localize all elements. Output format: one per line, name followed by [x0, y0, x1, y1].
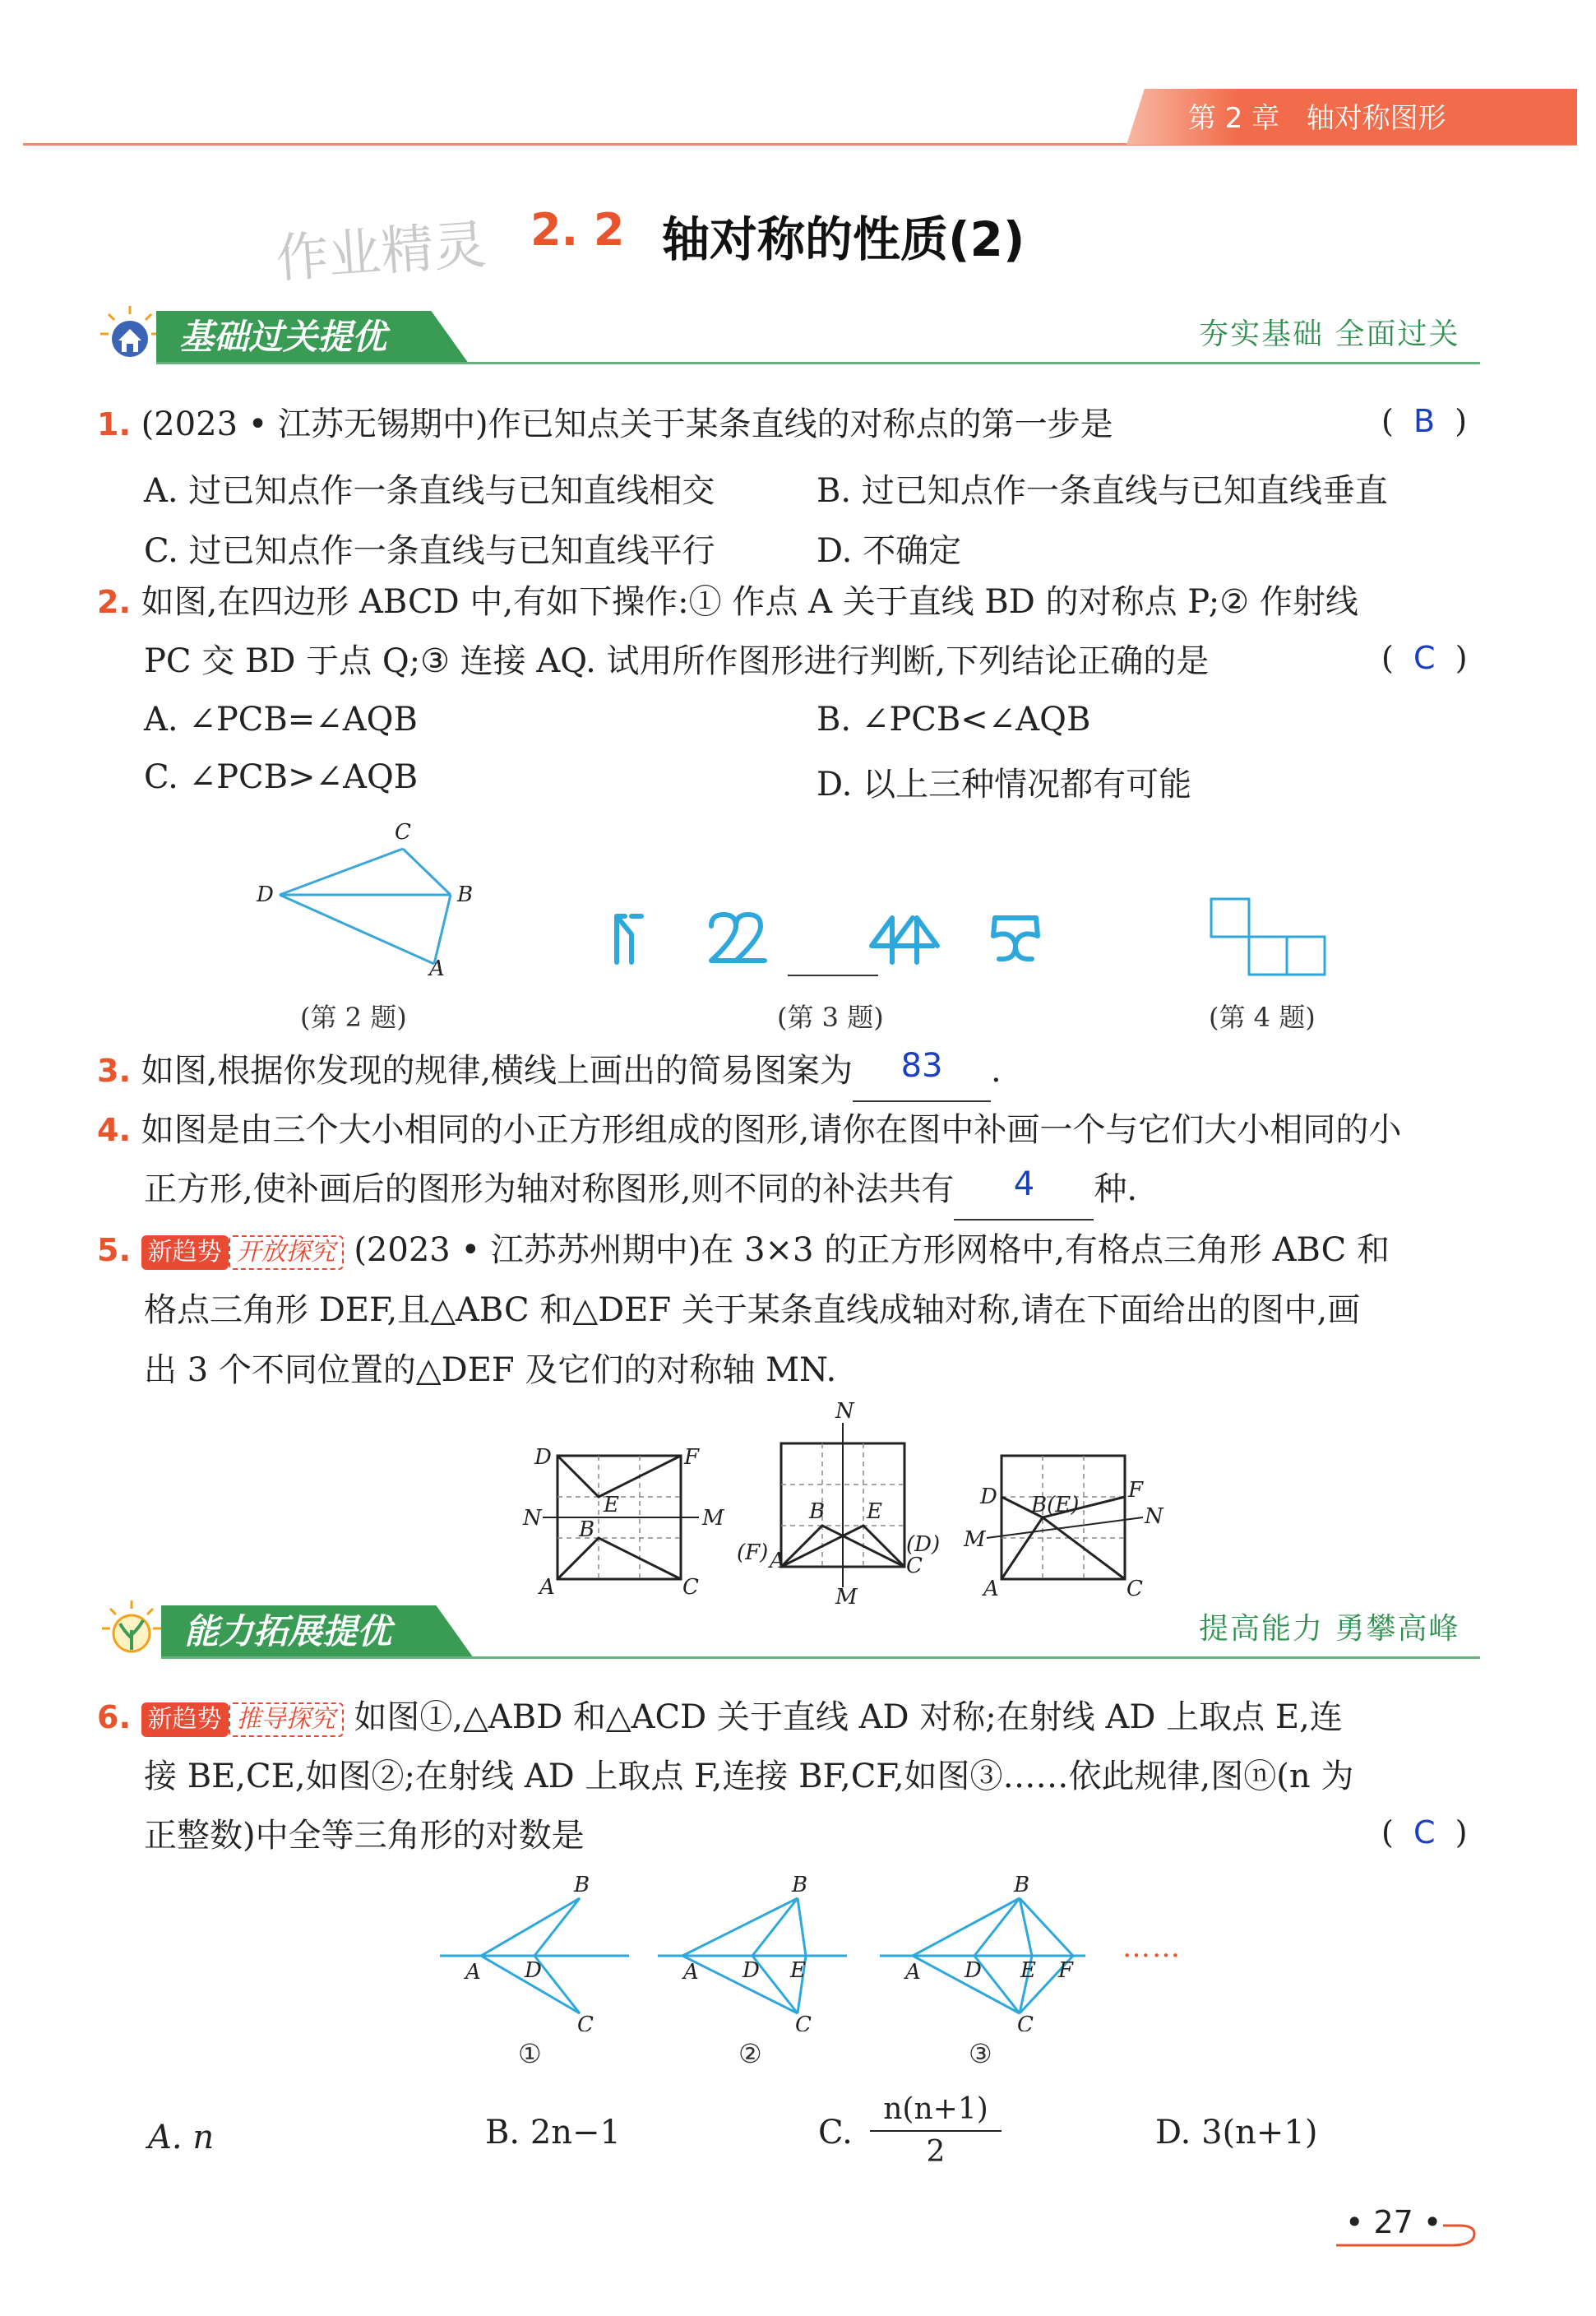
- q2-figure: [247, 814, 493, 979]
- q1-stem: 1. (2023 • 江苏无锡期中)作已知点关于某条直线的对称点的第一步是: [97, 405, 1113, 443]
- svg-text:E: E: [604, 1493, 619, 1517]
- q1-answer-paren: ( B ): [1381, 403, 1468, 439]
- q4-stem-line2: 正方形,使补画后的图形为轴对称图形,则不同的补法共有 4 种.: [144, 1160, 1137, 1221]
- svg-text:N: N: [1145, 1504, 1163, 1529]
- svg-text:E: E: [790, 1958, 806, 1983]
- q5-stem-line1: 5. 新趋势 开放探究 (2023 • 江苏苏州期中)在 3×3 的正方形网格中,有格点三角形 ABC 和: [97, 1231, 1390, 1269]
- section2-label: 能力拓展提优: [184, 1611, 392, 1651]
- q5-type-tag: 开放探究: [229, 1235, 344, 1270]
- section1-slogan: 夯实基础 全面过关: [1199, 317, 1460, 351]
- svg-text:D: D: [742, 1958, 760, 1983]
- q6-trend-tag: 新趋势: [141, 1702, 229, 1737]
- q6-figure-2: [654, 1867, 851, 2031]
- q2-label-c: C: [395, 820, 411, 845]
- svg-text:M: M: [964, 1527, 986, 1552]
- q5-stem-line2: 格点三角形 DEF,且△ABC 和△DEF 关于某条直线成轴对称,请在下面给出的图中,画: [144, 1291, 1361, 1329]
- q6-option-c-fraction: n(n+1) 2: [870, 2089, 1002, 2173]
- q2-stem-line1: 2. 如图,在四边形 ABCD 中,有如下操作:① 作点 A 关于直线 BD 的对称点 P;② 作射线: [97, 583, 1358, 621]
- q2-label-a: A: [429, 957, 445, 979]
- svg-text:B: B: [574, 1873, 590, 1897]
- svg-text:(F): (F): [737, 1540, 769, 1565]
- svg-text:A: A: [683, 1960, 699, 1985]
- section1-rule: [156, 362, 1480, 364]
- svg-text:N: N: [835, 1399, 854, 1424]
- svg-text:B: B: [579, 1517, 595, 1542]
- svg-text:C: C: [795, 2013, 812, 2031]
- section-bulb-icon: [97, 303, 163, 368]
- svg-text:F: F: [1058, 1958, 1074, 1983]
- q2-option-d: D. 以上三种情况都有可能: [817, 766, 1192, 804]
- svg-text:A: A: [905, 1960, 921, 1985]
- section2-slogan: 提高能力 勇攀高峰: [1199, 1612, 1460, 1646]
- svg-text:F: F: [684, 1445, 700, 1470]
- chapter-label: 第 2 章 轴对称图形: [1188, 102, 1446, 135]
- svg-text:C: C: [906, 1554, 923, 1578]
- q1-option-d: D. 不确定: [817, 532, 962, 570]
- page-number: • 27 •: [1345, 2204, 1442, 2240]
- q2-answer-paren: ( C ): [1381, 640, 1468, 676]
- svg-text:E: E: [1020, 1958, 1036, 1983]
- svg-text:M: M: [835, 1585, 858, 1604]
- svg-text:B: B: [792, 1873, 808, 1897]
- q6-stem-line3: 正整数)中全等三角形的对数是: [144, 1817, 585, 1855]
- svg-text:C: C: [577, 2013, 594, 2031]
- q4-answer: 4: [1013, 1165, 1035, 1203]
- q2-stem-line2: PC 交 BD 于点 Q;③ 连接 AQ. 试用所作图形进行判断,下列结论正确的是: [144, 642, 1210, 680]
- q6-option-d: D. 3(n+1): [1155, 2114, 1318, 2152]
- q1-option-a: A. 过已知点作一条直线与已知直线相交: [144, 472, 715, 510]
- q2-answer: C: [1413, 640, 1436, 676]
- svg-text:E: E: [867, 1499, 882, 1524]
- q5-stem-line3: 出 3 个不同位置的△DEF 及它们的对称轴 MN.: [144, 1351, 837, 1389]
- q3-stem: 3. 如图,根据你发现的规律,横线上画出的简易图案为 83 .: [97, 1041, 1002, 1102]
- svg-text:D: D: [525, 1958, 542, 1983]
- svg-text:D: D: [534, 1445, 552, 1470]
- q6-stem-line2: 接 BE,CE,如图②;在射线 AD 上取点 F,连接 BF,CF,如图③……依此规律,图ⓝ(n 为: [144, 1758, 1354, 1795]
- svg-text:C: C: [1017, 2013, 1034, 2031]
- section2-bulb-icon: [99, 1597, 164, 1663]
- q6-figure-1: [436, 1867, 633, 2031]
- q6-answer: C: [1413, 1814, 1436, 1850]
- q3-figure: [600, 905, 1094, 987]
- q5-trend-tag: 新趋势: [141, 1235, 229, 1270]
- q3-answer: 83: [900, 1047, 943, 1085]
- svg-text:A: A: [465, 1960, 481, 1985]
- page-title: 轴对称的性质(2): [662, 211, 1025, 267]
- q6-continuation-dots: ……: [1122, 1931, 1182, 1964]
- page-number-swoosh-icon: [1328, 2212, 1484, 2253]
- q2-label-b: B: [457, 882, 474, 907]
- q6-stem-line1: 6. 新趋势 推导探究 如图①,△ABD 和△ACD 关于直线 AD 对称;在射线 AD 上取点 E,连: [97, 1698, 1343, 1736]
- q6-option-a: A. n: [148, 2119, 215, 2156]
- q6-fig2-caption: ②: [738, 2038, 762, 2069]
- q2-caption: (第 2 题): [300, 1002, 407, 1033]
- svg-text:A: A: [770, 1549, 785, 1573]
- svg-text:A: A: [539, 1575, 555, 1600]
- q4-figure: [1209, 896, 1332, 979]
- svg-text:C: C: [682, 1575, 699, 1600]
- section1-label: 基础过关提优: [179, 317, 387, 357]
- q5-figure-1: [518, 1439, 732, 1604]
- svg-text:B(E): B(E): [1031, 1493, 1080, 1517]
- q5-figure-3: [962, 1439, 1176, 1604]
- svg-text:D: D: [965, 1958, 982, 1983]
- svg-text:C: C: [1126, 1577, 1143, 1601]
- q3-caption: (第 3 题): [777, 1002, 884, 1033]
- q4-stem-line1: 4. 如图是由三个大小相同的小正方形组成的图形,请你在图中补画一个与它们大小相同的小: [97, 1111, 1402, 1149]
- q2-option-b: B. ∠PCB<∠AQB: [817, 701, 1091, 739]
- svg-text:D: D: [980, 1485, 997, 1509]
- q6-fig3-caption: ③: [969, 2038, 992, 2069]
- q2-option-a: A. ∠PCB=∠AQB: [144, 701, 418, 739]
- q1-option-b: B. 过已知点作一条直线与已知直线垂直: [817, 472, 1388, 510]
- q6-option-b: B. 2n−1: [485, 2114, 621, 2152]
- q4-caption: (第 4 题): [1209, 1002, 1316, 1033]
- svg-text:F: F: [1128, 1478, 1144, 1503]
- svg-text:(D): (D): [906, 1532, 941, 1557]
- q1-answer: B: [1413, 403, 1436, 439]
- q6-type-tag: 推导探究: [229, 1702, 344, 1737]
- section-number: 2. 2: [530, 204, 625, 256]
- svg-text:M: M: [702, 1506, 724, 1531]
- q6-answer-paren: ( C ): [1381, 1814, 1468, 1850]
- svg-text:B: B: [809, 1499, 826, 1524]
- q6-figure-3: [876, 1867, 1089, 2031]
- q2-label-d: D: [257, 882, 274, 907]
- q1-option-c: C. 过已知点作一条直线与已知直线平行: [144, 532, 715, 570]
- watermark: 作业精灵: [274, 215, 488, 290]
- section2-rule: [161, 1656, 1480, 1659]
- svg-text:N: N: [523, 1506, 542, 1531]
- q5-figure-2: [732, 1398, 962, 1604]
- q6-option-c: C.: [818, 2114, 853, 2152]
- svg-text:B: B: [1014, 1873, 1030, 1897]
- q6-fig1-caption: ①: [518, 2038, 542, 2069]
- svg-text:A: A: [983, 1577, 999, 1601]
- q2-option-c: C. ∠PCB>∠AQB: [144, 758, 419, 796]
